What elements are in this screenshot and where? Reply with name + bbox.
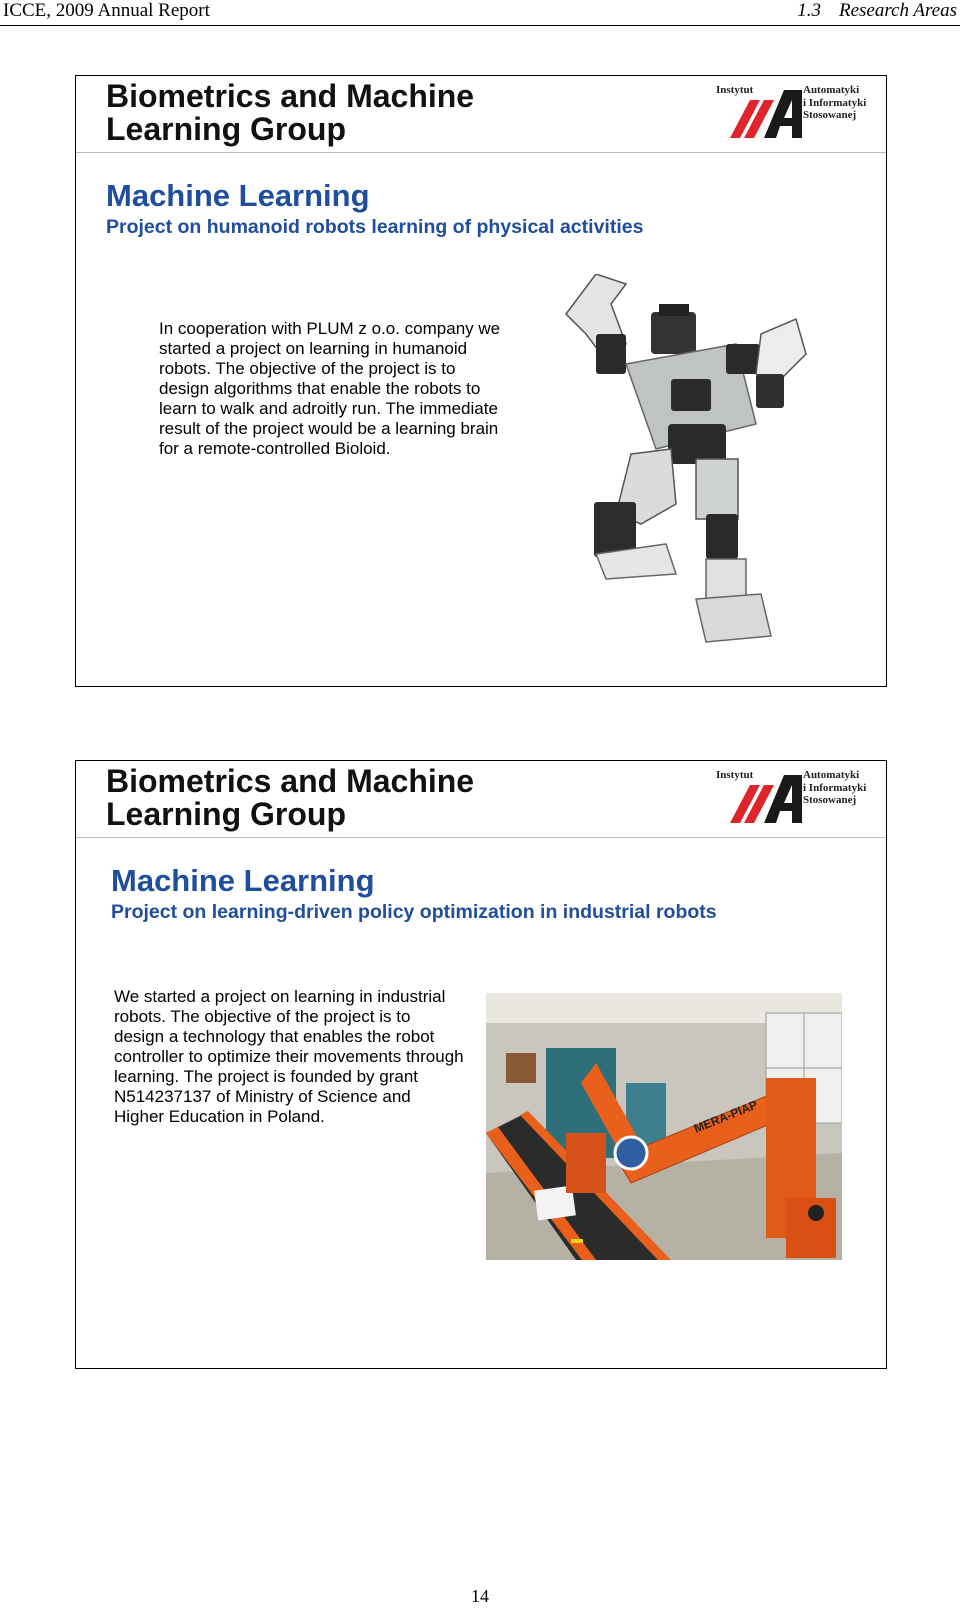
section-label xyxy=(797,0,957,22)
slide-divider xyxy=(76,837,886,838)
logo-ia-mark-icon xyxy=(730,771,802,827)
project-description: In cooperation with PLUM z o.o. company we started a project on learning in humanoid robots. The objective of the project is to design algorithms that enable the robots to learn to walk and adroitly run. The immediate result of the project would be a learning brain for a remote-controlled Bioloid. xyxy=(159,319,501,458)
institute-logo xyxy=(716,82,884,142)
page-header xyxy=(0,0,960,26)
section-title: Research Areas xyxy=(838,0,957,21)
logo-instytut: Instytut xyxy=(716,769,754,781)
project-subheading: Project on learning-driven policy optimization in industrial robots xyxy=(111,901,717,923)
slide-title: Biometrics and Machine Learning Group xyxy=(106,763,475,832)
slide-divider xyxy=(76,152,886,153)
institute-logo xyxy=(716,767,884,827)
logo-line-2: i Informatyki xyxy=(803,781,867,794)
logo-line-2: i Informatyki xyxy=(803,96,867,109)
project-subheading: Project on humanoid robots learning of physical activities xyxy=(106,216,644,238)
industrial-robot-photo xyxy=(486,993,842,1260)
slide-title: Biometrics and Machine Learning Group xyxy=(106,78,475,147)
logo-names xyxy=(803,769,866,807)
slide-industrial-robots xyxy=(75,760,887,1369)
section-number: 1.3 xyxy=(797,0,821,21)
page-number: 14 xyxy=(471,1586,489,1606)
mera-piap-label: MERA-PIAP xyxy=(691,1097,760,1136)
humanoid-robot-photo xyxy=(556,274,816,649)
section-heading: Machine Learning xyxy=(111,863,375,898)
report-title: ICCE, 2009 Annual Report xyxy=(3,0,210,21)
logo-line-1: Automatyki xyxy=(803,84,860,96)
logo-line-1: Automatyki xyxy=(803,769,860,781)
section-heading: Machine Learning xyxy=(106,178,370,213)
logo-ia-mark-icon xyxy=(730,86,802,142)
project-description: We started a project on learning in industrial robots. The objective of the project is to design a technology that enables the robot controller to optimize their movements through learning. The project is founded by grant N514237137 of Ministry of Science and Higher Education in Poland. xyxy=(114,987,464,1126)
logo-line-3: Stosowanej xyxy=(803,109,857,121)
logo-line-3: Stosowanej xyxy=(803,794,857,806)
slide-humanoid-robots xyxy=(75,75,887,687)
logo-names xyxy=(803,84,866,122)
logo-instytut: Instytut xyxy=(716,84,754,96)
